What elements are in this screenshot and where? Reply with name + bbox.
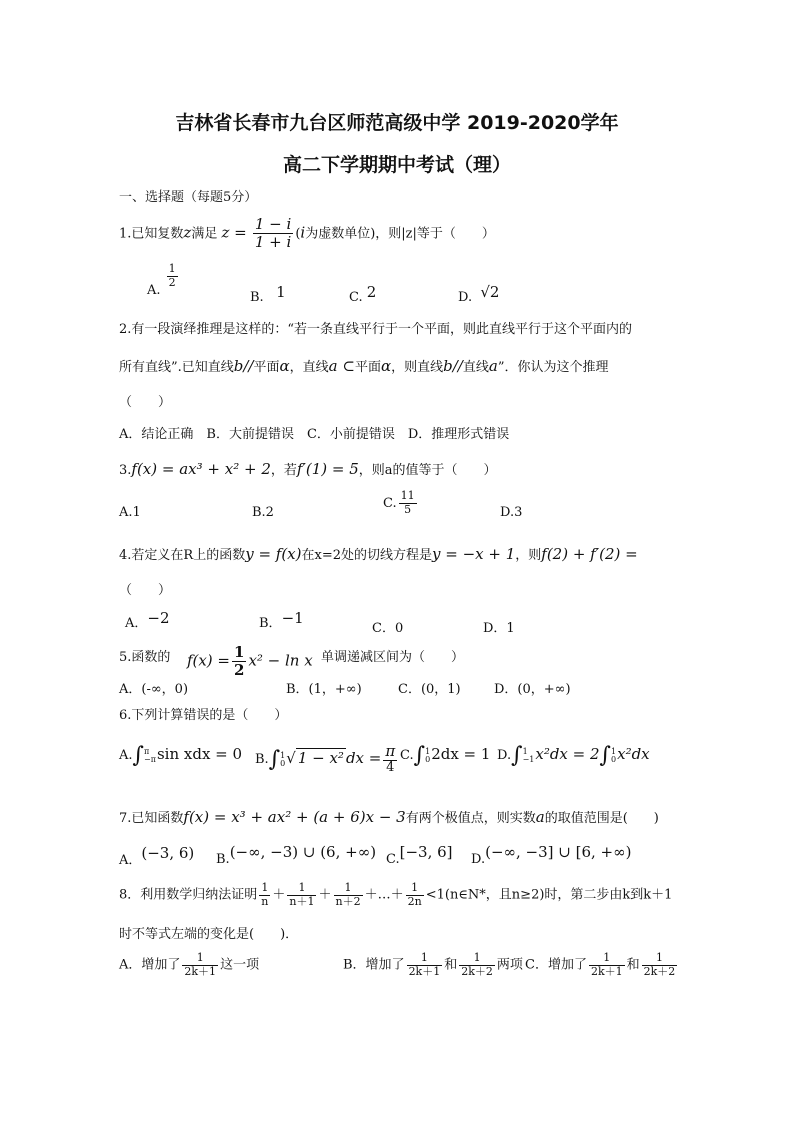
q4-a-label: A． [125, 616, 148, 631]
q2-alpha1: α [279, 357, 290, 375]
q3-c-den: 5 [404, 502, 412, 516]
q1-mid: 满足 [191, 226, 218, 242]
q5-num: 1 [234, 643, 245, 661]
q2-alpha2: α [380, 357, 392, 375]
q3-option-a: A.1 [119, 505, 141, 520]
q1-option-c [349, 283, 377, 305]
q4-option-c: C．0 [372, 621, 404, 636]
q1-lhs: z = [221, 223, 247, 242]
q7-d-label: D. [471, 852, 486, 867]
question-2-line-1: 2.有一段演绎推理是这样的：“若一条直线平行于一个平面，则此直线平行于这个平面内的 [119, 322, 633, 337]
q8-b-frac-2 [459, 952, 495, 978]
question-1 [119, 216, 495, 252]
q1-d-value: √2 [480, 283, 500, 301]
question-5 [119, 644, 464, 680]
q1-option-a-frac [167, 263, 178, 289]
q3-suffix: ，则a的值等于（ ） [358, 463, 497, 478]
q6-b-num: π [385, 742, 396, 760]
q8-option-b [343, 952, 523, 978]
section-heading: 一、选择题（每题5分） [119, 190, 258, 205]
question-4-line-2: （ ） [119, 583, 172, 598]
q6-d-low: −1 [522, 754, 535, 764]
q8-t3-den: n＋2 [335, 894, 361, 908]
q6-d-limits-2 [611, 748, 616, 764]
q8-option-a [119, 952, 259, 978]
q6-a-limits [144, 748, 156, 764]
q2-l2c: ，直线 [289, 360, 329, 375]
q4-mid2: ，则 [515, 548, 542, 563]
q8-option-c [525, 952, 679, 978]
q8-b-num2: 1 [459, 952, 495, 966]
q4-option-d: D．1 [483, 621, 515, 636]
q4-a-value: −2 [147, 609, 170, 627]
q5-lhs: f(x) = [186, 651, 230, 670]
q8-t4-den: 2n [407, 894, 422, 908]
q1-prefix: 1.已知复数 [119, 226, 184, 242]
q6-b-radicand: 1 − x² [297, 749, 344, 768]
q6-b-dx: dx = [345, 749, 382, 768]
q8-b-prefix: B．增加了 [343, 957, 405, 973]
q8-b-and: 和 [444, 957, 458, 973]
q8-b-den1: 2k＋1 [408, 964, 441, 978]
q2-l2f: 直线 [462, 360, 489, 375]
q1-d-label: D. [458, 290, 473, 305]
integral-sign: ∫ [511, 743, 523, 768]
q7-c-label: C. [386, 852, 400, 867]
q7-a-value: (−3, 6) [141, 844, 195, 862]
q3-option-b: B.2 [252, 505, 274, 520]
q6-d-up2: 1 [611, 746, 617, 756]
q1-option-b [250, 283, 286, 305]
q4-b-label: B． [259, 616, 282, 631]
q6-a-label: A. [119, 748, 133, 763]
q8-c-frac-2 [642, 952, 678, 978]
q8-t3-num: 1 [334, 882, 363, 896]
q6-c-label: C. [400, 748, 414, 763]
q8-c-den2: 2k＋2 [643, 964, 676, 978]
q8-c-and: 和 [626, 957, 640, 973]
q8-t2-den: n＋1 [289, 894, 315, 908]
q7-mid: 有两个极值点，则实数 [405, 811, 536, 826]
q7-option-c [386, 843, 453, 867]
q8-c-prefix: C．增加了 [525, 957, 587, 973]
q3-c-label: C. [383, 495, 397, 511]
q6-a-up: π [144, 746, 150, 756]
q7-option-a [119, 844, 195, 868]
q2-l2a: 所有直线”.已知直线 [119, 360, 234, 375]
q6-option-c [400, 743, 490, 768]
q3-prefix: 3. [119, 463, 132, 478]
q8-a-suffix: 这一项 [220, 957, 260, 973]
q7-a-label: A． [119, 853, 142, 868]
q6-d-body1: x²dx = 2 [535, 745, 600, 763]
q6-d-body2: x²dx [617, 745, 650, 763]
q4-ask: f(2) + f′(2) = [541, 545, 638, 563]
q2-l2b: 平面 [253, 360, 280, 375]
question-2-line-3: （ ） [119, 395, 172, 410]
q5-rhs: x² − ln x [248, 651, 313, 670]
q1-fraction [253, 216, 293, 252]
question-7 [119, 810, 659, 825]
q8-term-3 [334, 882, 363, 908]
q6-d-label: D. [497, 748, 512, 763]
q7-suffix: 的取值范围是( ) [544, 811, 659, 826]
q3-option-c [383, 490, 419, 516]
q6-b-up: 1 [280, 750, 286, 760]
q4-fn: y = f(x) [245, 545, 302, 563]
q3-mid: ，若 [270, 463, 297, 478]
q7-b-label: B. [216, 852, 230, 867]
q3-c-num: 11 [400, 489, 415, 502]
q4-option-a [125, 609, 170, 631]
q8-term-2 [287, 882, 316, 908]
q1-a-num: 1 [168, 262, 176, 275]
q1-den: 1 + i [254, 233, 292, 252]
q5-option-c: C．(0，1) [398, 682, 461, 697]
q8-t1-num: 1 [259, 882, 270, 896]
q8-t2-num: 1 [287, 882, 316, 896]
q6-a-body: sin xdx = 0 [156, 745, 243, 763]
q5-option-a: A．(-∞，0) [119, 682, 189, 697]
q7-option-d [471, 843, 632, 867]
q8-t4-num: 1 [406, 882, 424, 896]
q1-a-den: 2 [168, 275, 176, 289]
q2-l2e: ，则直线 [391, 360, 444, 375]
q2-a1: a ⊂ [328, 357, 355, 375]
q6-d-up: 1 [522, 746, 528, 756]
q1-c-value: 2 [366, 283, 377, 301]
q7-expr: f(x) = x³ + ax² + (a + 6)x − 3 [183, 808, 406, 826]
q3-option-d: D.3 [500, 505, 523, 520]
q1-c-label: C. [349, 290, 363, 305]
q6-c-limits [425, 748, 430, 764]
q6-b-limits [280, 752, 285, 768]
q1-option-d [458, 283, 500, 305]
q6-c-body: 2dx = 1 [431, 745, 491, 763]
q5-option-d: D．(0，+∞) [494, 682, 571, 697]
q6-option-a [119, 743, 242, 768]
q8-t1-den: n [261, 894, 269, 908]
question-8-line-2: 时不等式左端的变化是( )． [119, 927, 299, 942]
q3-expr: f(x) = ax³ + x² + 2 [131, 460, 271, 478]
q8-a-num: 1 [182, 952, 218, 966]
q8-a-frac [182, 952, 218, 978]
q6-b-frac [383, 743, 397, 776]
q8-a-den: 2k＋1 [184, 964, 217, 978]
q1-var-z: z [183, 223, 192, 242]
integral-sign: ∫ [268, 747, 281, 773]
question-6: 6.下列计算错误的是（ ） [119, 708, 288, 723]
q8-prefix: 8．利用数学归纳法证明 [119, 887, 258, 903]
q6-c-up: 1 [425, 746, 431, 756]
q8-dots: ＋…＋ [364, 887, 404, 903]
question-3 [119, 462, 497, 477]
q8-a-prefix: A．增加了 [119, 957, 181, 973]
integral-sign: ∫ [413, 743, 426, 768]
q6-b-low: 0 [280, 758, 286, 768]
q7-b-value: (−∞, −3) ∪ (6, +∞) [229, 843, 377, 861]
q8-b-den2: 2k＋2 [461, 964, 493, 978]
integral-sign: ∫ [132, 743, 144, 768]
q4-option-b [259, 609, 304, 631]
q2-a2: a [488, 357, 498, 375]
q8-c-frac-1 [589, 952, 625, 978]
q6-b-den: 4 [386, 760, 395, 776]
sqrt-icon: √ [286, 749, 296, 768]
q8-b-num1: 1 [407, 952, 443, 966]
q7-prefix: 7.已知函数 [119, 811, 184, 826]
q1-b-value: 1 [276, 283, 286, 301]
q4-b-value: −1 [281, 609, 304, 627]
q7-c-value: [−3, 6] [399, 843, 453, 861]
q2-b1: b// [233, 357, 254, 375]
q6-b-label: B. [255, 752, 269, 768]
q8-b-frac-1 [407, 952, 443, 978]
q6-d-limits [523, 748, 535, 764]
q6-c-low: 0 [425, 754, 431, 764]
q1-option-a [147, 262, 180, 298]
q5-suffix: 单调递减区间为（ ） [320, 650, 464, 666]
q8-term-1 [259, 882, 270, 908]
q1-option-a-label: A. [147, 282, 161, 298]
q8-c-num1: 1 [589, 952, 625, 966]
q4-tangent: y = −x + 1 [432, 545, 516, 563]
q7-d-value: (−∞, −3] ∪ [6, +∞) [485, 843, 632, 861]
question-8: 8．利用数学归纳法证明 $\frac{1}{n}$ ＋ $\frac{1}{n+1}$ ＋ $\frac{1}{n+2}$ ＋…＋ $\frac{1}{2n}$ <1(n∈N*，且n≥2)时，第二步由k到k＋1 [119, 881, 673, 908]
question-2-options: A．结论正确 B．大前提错误 C．小前提错误 D．推理形式错误 [119, 427, 510, 442]
q4-prefix: 4.若定义在R上的函数 [119, 548, 246, 563]
q7-option-b [216, 843, 377, 867]
q8-c-den1: 2k＋1 [590, 964, 623, 978]
q1-paren-open: ( [295, 226, 301, 242]
q3-c-frac [399, 490, 417, 516]
q4-mid: 在x=2处的切线方程是 [301, 548, 432, 563]
q6-option-d [497, 743, 650, 768]
q1-i: i [300, 223, 306, 242]
q8-term-4 [406, 882, 424, 908]
q7-var: a [535, 808, 545, 826]
q8-b-suffix: 两项 [496, 957, 523, 973]
title-line-2: 高二下学期期中考试（理） [282, 154, 511, 176]
question-4 [119, 547, 638, 562]
q5-frac [232, 644, 246, 680]
q2-b2: b// [443, 357, 463, 375]
integral-sign: ∫ [599, 743, 612, 768]
q2-l2g: ”．你认为这个推理 [497, 360, 609, 375]
q1-paren-text: 为虚数单位)，则|z|等于（ ） [305, 226, 495, 242]
q1-b-label: B. [250, 290, 264, 305]
q8-c-num2: 1 [642, 952, 678, 966]
q3-cond: f′(1) = 5 [296, 460, 359, 478]
q5-option-b: B．(1，+∞) [286, 682, 362, 697]
q6-option-b [255, 743, 399, 776]
q6-d-low2: 0 [611, 754, 617, 764]
q5-den: 2 [234, 661, 245, 680]
title-line-1: 吉林省长春市九台区师范高级中学 2019-2020学年 [175, 112, 619, 134]
question-2-line-2 [119, 359, 608, 374]
q5-prefix: 5.函数的 [119, 650, 171, 666]
q2-l2d: 平面 [354, 360, 381, 375]
q8-cond: <1(n∈N*，且n≥2)时，第二步由k到k＋1 [425, 887, 673, 903]
q6-a-low: −π [144, 754, 156, 764]
q1-num: 1 − i [254, 215, 292, 233]
